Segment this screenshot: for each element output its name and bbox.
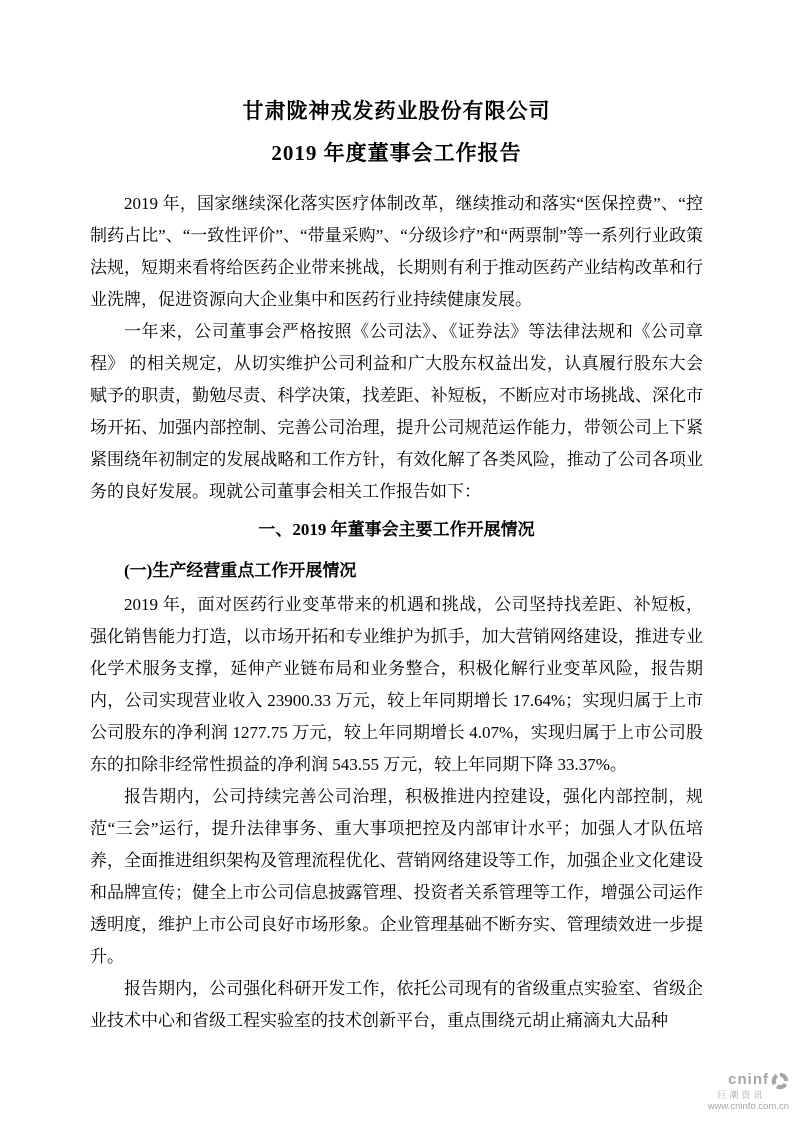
section-heading: 一、2019 年董事会主要工作开展情况 [258, 520, 535, 539]
cninfo-watermark [708, 1072, 789, 1112]
document-content [90, 96, 703, 1037]
cninfo-website-url: www.cninfo.com.cn [707, 1100, 789, 1112]
intro-paragraph-1: 2019 年，国家继续深化落实医疗体制改革，继续推动和落实“医保控费”、“控制药占比”、“一致性评价”、“带量采购”、“分级诊疗”和“两票制”等一系列行业政策法规，短期来看将给医药企业带来挑战，长期则有利于推动医药产业结构改革和行业洗牌，促进资源向大企业集中和医药行业持续健康发展。 [90, 194, 703, 309]
document-title: 甘肃陇神戎发药业股份有限公司 [242, 99, 551, 123]
cninfo-swirl-icon [771, 1072, 789, 1090]
document-subtitle: 2019 年度董事会工作报告 [271, 141, 522, 165]
cninfo-brand-text: cninf [728, 1071, 769, 1089]
subsection-paragraph-2: 报告期内，公司持续完善公司治理，积极推进内控建设，强化内部控制，规范“三会”运行，提升法律事务、重大事项把控及内部审计水平；加强人才队伍培养，全面推进组织架构及管理流程优化、营销网络建设等工作，加强企业文化建设和品牌宣传；健全上市公司信息披露管理、投资者关系管理等工作，增强公司运作透明度，维护上市公司良好市场形象。企业管理基础不断夯实、管理绩效进一步提升。 [90, 787, 703, 966]
cninfo-logo [708, 1072, 789, 1090]
subsection-paragraph-3: 报告期内，公司强化科研开发工作，依托公司现有的省级重点实验室、省级企业技术中心和省级工程实验室的技术创新平台，重点围绕元胡止痛滴丸大品种 [90, 979, 703, 1030]
intro-paragraph-2: 一年来，公司董事会严格按照《公司法》、《证券法》等法律法规和《公司章程》 的相关规定，从切实维护公司利益和广大股东权益出发，认真履行股东大会赋予的职责，勤勉尽责、科学决策，找差距、补短板，不断应对市场挑战、深化市场开拓、加强内部控制、完善公司治理，提升公司规范运作能力，带领公司上下紧紧围绕年初制定的发展战略和工作方针，有效化解了各类风险，推动了公司各项业务的良好发展。现就公司董事会相关工作报告如下： [90, 322, 703, 501]
subsection-heading: (一)生产经营重点工作开展情况 [124, 561, 357, 580]
cninfo-brand-chinese: 巨潮资讯 [717, 1089, 766, 1100]
subsection-paragraph-1: 2019 年，面对医药行业变革带来的机遇和挑战，公司坚持找差距、补短板，强化销售能力打造，以市场开拓和专业维护为抓手，加大营销网络建设，推进专业化学术服务支撑，延伸产业链布局和业务整合，积极化解行业变革风险，报告期内，公司实现营业收入 23900.33 万元，较上年同期增长 17.64%；实现归属于上市公司股东的净利润 1277.75 万元，较上年同期增长 4.07%，实现归属于上市公司股东的扣除非经常性损益的净利润 543.55 万元，较上年同期下降 33.37%。 [90, 595, 703, 774]
